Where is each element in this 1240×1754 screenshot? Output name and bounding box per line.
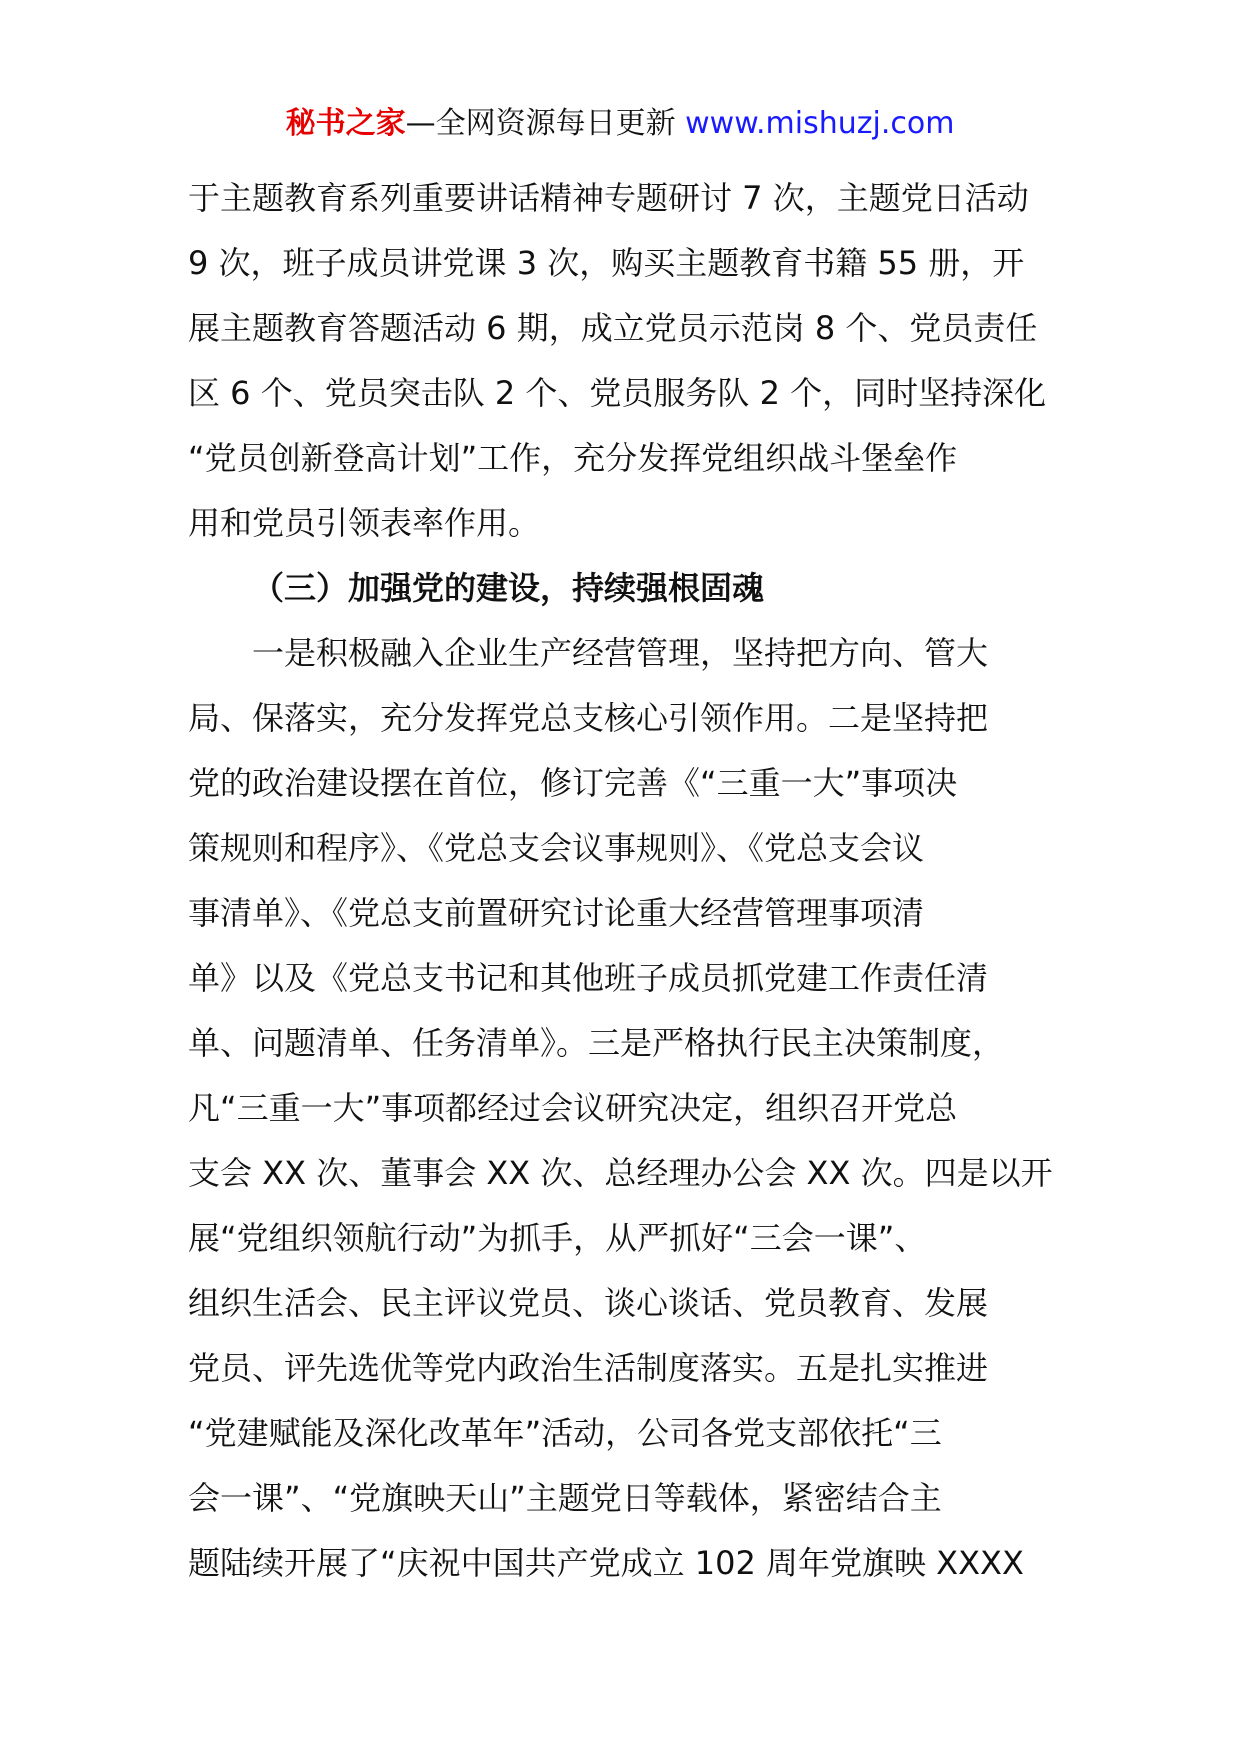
text-line: 9 次，班子成员讲党课 3 次，购买主题教育书籍 55 册，开 bbox=[188, 244, 1025, 282]
text-line: 党的政治建设摆在首位，修订完善《“三重一大”事项决 bbox=[188, 764, 958, 802]
text-line: 展主题教育答题活动 6 期，成立党员示范岗 8 个、党员责任 bbox=[188, 309, 1038, 347]
page-header bbox=[0, 102, 1240, 146]
text-line: 局、保落实，充分发挥党总支核心引领作用。二是坚持把 bbox=[188, 699, 989, 737]
header-url-link[interactable]: www.mishuzj.com bbox=[685, 106, 955, 141]
text-line: 单》以及《党总支书记和其他班子成员抓党建工作责任清 bbox=[188, 959, 989, 997]
text-line: 于主题教育系列重要讲话精神专题研讨 7 次，主题党日活动 bbox=[188, 179, 1029, 217]
header-brand: 秘书之家 bbox=[285, 106, 406, 141]
text-line: 展“党组织领航行动”为抓手，从严抓好“三会一课”、 bbox=[188, 1219, 927, 1257]
text-line: 一是积极融入企业生产经营管理，坚持把方向、管大 bbox=[252, 634, 989, 672]
section-heading: （三）加强党的建设，持续强根固魂 bbox=[252, 569, 765, 607]
text-line: 凡“三重一大”事项都经过会议研究决定，组织召开党总 bbox=[188, 1089, 958, 1127]
text-line: 单、问题清单、任务清单》。三是严格执行民主决策制度， bbox=[188, 1024, 1005, 1062]
text-line: 党员、评先选优等党内政治生活制度落实。五是扎实推进 bbox=[188, 1349, 989, 1387]
header-tagline: —全网资源每日更新 bbox=[405, 106, 686, 141]
text-line: “党建赋能及深化改革年”活动，公司各党支部依托“三 bbox=[188, 1414, 942, 1452]
text-line: 组织生活会、民主评议党员、谈心谈话、党员教育、发展 bbox=[188, 1284, 989, 1322]
text-line: 策规则和程序》、《党总支会议事规则》、《党总支会议 bbox=[188, 829, 925, 867]
text-line: 区 6 个、党员突击队 2 个、党员服务队 2 个，同时坚持深化 bbox=[188, 374, 1047, 412]
text-line: 会一课”、“党旗映天山”主题党日等载体，紧密结合主 bbox=[188, 1479, 942, 1517]
document-body bbox=[188, 166, 1068, 1596]
text-line: 支会 XX 次、董事会 XX 次、总经理办公会 XX 次。四是以开 bbox=[188, 1154, 1053, 1192]
text-line: 题陆续开展了“庆祝中国共产党成立 102 周年党旗映 XXXX bbox=[188, 1544, 1024, 1582]
text-line: 事清单》、《党总支前置研究讨论重大经营管理事项清 bbox=[188, 894, 925, 932]
text-line: 用和党员引领表率作用。 bbox=[188, 504, 541, 542]
text-line: “党员创新登高计划”工作，充分发挥党组织战斗堡垒作 bbox=[188, 439, 958, 477]
